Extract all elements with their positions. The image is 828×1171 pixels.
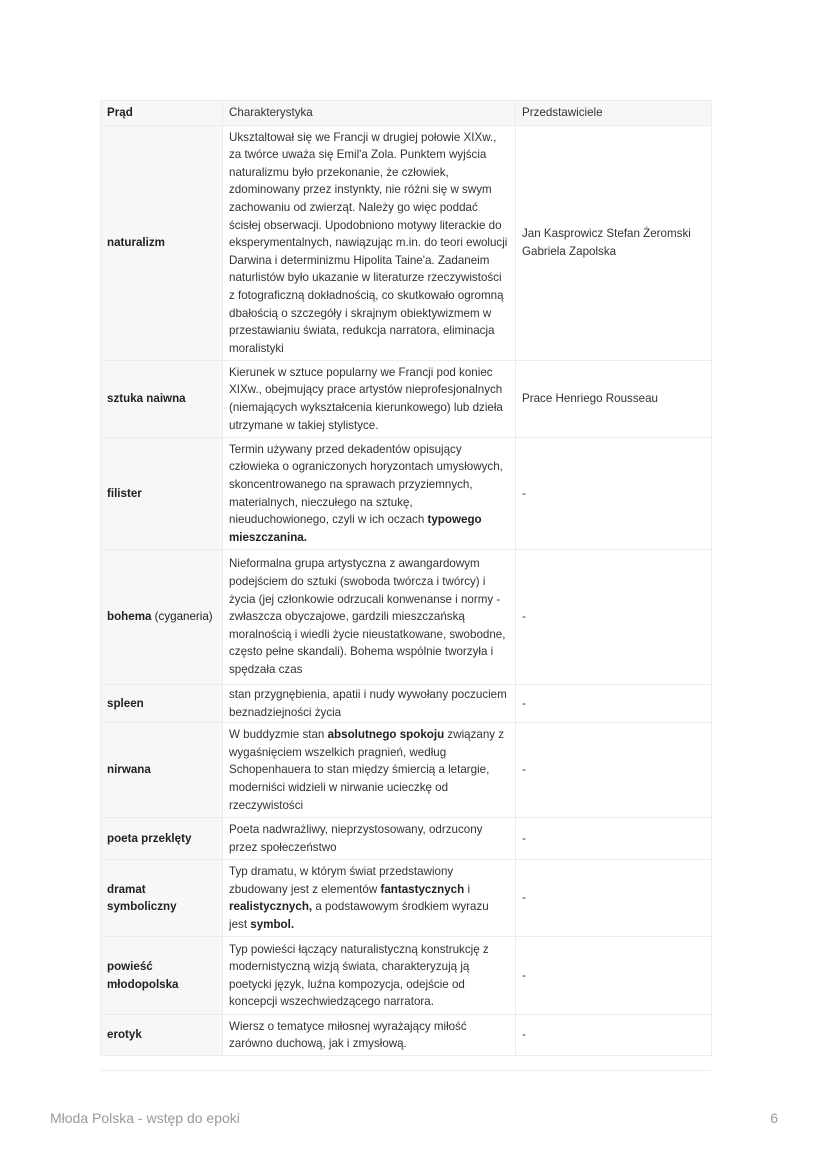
term-text: poeta przeklęty [107, 831, 192, 845]
term-cell [101, 818, 223, 860]
description-cell [223, 126, 516, 361]
description-cell [223, 937, 516, 1015]
term-cell [101, 438, 223, 550]
footer-page-number: 6 [770, 1110, 778, 1126]
description-cell [223, 1015, 516, 1056]
term-text: bohema [107, 610, 152, 624]
description-cell [223, 860, 516, 937]
table-row [101, 550, 712, 685]
table-row [101, 1015, 712, 1056]
description-text: stan przygnębienia, apatii i nudy wywołany poczuciem beznadziejności życia [229, 688, 507, 719]
representatives-cell: - [516, 860, 712, 937]
description-cell [223, 438, 516, 550]
term-text: filister [107, 486, 142, 500]
description-text: realistycznych, [229, 900, 313, 914]
term-text: sztuka naiwna [107, 392, 186, 406]
terms-table [100, 100, 712, 1056]
table-row [101, 361, 712, 438]
term-cell [101, 550, 223, 685]
divider [100, 1070, 711, 1071]
description-text: Kierunek w sztuce popularny we Francji pod koniec XIXw., obejmujący prace artystów nieprofesjonalnych (niemających wykształcenia kierunkowego) lub dzieła utrzymane w takiej stylistyce. [229, 365, 503, 432]
term-cell [101, 1015, 223, 1056]
header-current: Prąd [101, 101, 223, 126]
representatives-cell: - [516, 937, 712, 1015]
representatives-cell: Jan Kasprowicz Stefan Żeromski Gabriela Zapolska [516, 126, 712, 361]
representatives-cell: - [516, 550, 712, 685]
representatives-cell: - [516, 438, 712, 550]
header-characteristics: Charakterystyka [223, 101, 516, 126]
representatives-cell: - [516, 818, 712, 860]
description-text: symbol. [250, 917, 295, 931]
table-row [101, 438, 712, 550]
term-cell [101, 126, 223, 361]
table-row [101, 860, 712, 937]
term-text: (cyganeria) [151, 610, 213, 624]
term-text: erotyk [107, 1028, 142, 1042]
description-text: i [464, 882, 471, 896]
description-text: a podstawowym środkiem wyrazu jest [229, 900, 489, 931]
term-text: dramat symboliczny [107, 882, 177, 914]
table-row [101, 818, 712, 860]
table-header-row [101, 101, 712, 126]
description-cell [223, 818, 516, 860]
description-text: W buddyzmie stan [229, 728, 328, 742]
description-text: fantastycznych [380, 882, 465, 896]
term-cell [101, 685, 223, 723]
term-text: nirwana [107, 763, 151, 777]
table-body [101, 126, 712, 1056]
description-text: typowego mieszczanina. [229, 513, 482, 544]
description-text: Termin używany przed dekadentów opisujący człowieka o ograniczonych horyzontach umysłowych, skoncentrowanego na sprawach przyziemnych, materialnych, nieczułego na sztukę, nieuduchowionego, czyli w ich oczach [229, 442, 503, 527]
term-cell [101, 860, 223, 937]
description-cell [223, 550, 516, 685]
description-text: Typ powieści łączący naturalistyczną konstrukcję z modernistyczną wizją świata, charakteryzują ją poetycki język, luźna kompozycja, odejście od koncepcji wszechwiedzącego narratora. [229, 942, 489, 1009]
term-text: spleen [107, 696, 144, 710]
term-cell [101, 361, 223, 438]
representatives-cell: - [516, 723, 712, 818]
representatives-cell: Prace Henriego Rousseau [516, 361, 712, 438]
table-row [101, 723, 712, 818]
description-text: Uksztaltował się we Francji w drugiej połowie XIXw., za twórce uważa się Emil'a Zola. Punktem wyjścia naturalizmu było przekonanie, że człowiek, zdominowany przez instynkty, nie różni się w swym zachowaniu od zwierząt. Należy go więc poddać ścisłej obserwacji. Upodobniono motywy literackie do eksperymentalnych, nawiązując m.in. do teori ewolucji Darwina i determinizmu Hipolita Taine'a. Zadaneim naturlistów było ukazanie w literaturze rzeczywistości z fotograficzną dokładnością, co skutkowało ogromną dbałością o szczegóły i skrajnym obiektywizmem w przestawianiu świata, redukcja narratora, eliminacja moralistyki [229, 130, 508, 355]
representatives-cell: - [516, 1015, 712, 1056]
description-text: Poeta nadwrażliwy, nieprzystosowany, odrzucony przez społeczeństwo [229, 823, 483, 854]
term-cell [101, 937, 223, 1015]
description-cell [223, 361, 516, 438]
description-text: Wiersz o tematyce miłosnej wyrażający miłość zarówno duchową, jak i zmysłową. [229, 1019, 467, 1051]
description-cell [223, 723, 516, 818]
description-text: absolutnego spokoju [327, 728, 445, 742]
table-row [101, 126, 712, 361]
footer-document-title: Młoda Polska - wstęp do epoki [50, 1110, 240, 1126]
description-text: Nieformalna grupa artystyczna z awangardowym podejściem do sztuki (swoboda twórcza i twórcy) i życia (jej członkowie odrzucali konwenanse i normy - zwłaszcza obyczajowe, gardzili mieszczańską moralnością i wiedli życie nieustatkowane, swobodne, często pełne skandali). Bohema wspólnie tworzyła i spędzała czas [229, 557, 506, 676]
representatives-cell: - [516, 685, 712, 723]
term-text: naturalizm [107, 236, 165, 250]
table-row [101, 937, 712, 1015]
description-text: Typ dramatu, w którym świat przedstawiony zbudowany jest z elementów [229, 865, 454, 896]
description-text: związany z wygaśnięciem wszelkich pragnień, według Schopenhauera to stan między śmiercią a letargie, moderniści widzieli w nirwanie ucieczkę od rzeczywistości [229, 728, 505, 812]
table-row [101, 685, 712, 723]
term-text: powieść młodopolska [107, 960, 179, 991]
description-cell [223, 685, 516, 723]
term-cell [101, 723, 223, 818]
header-representatives: Przedstawiciele [516, 101, 712, 126]
